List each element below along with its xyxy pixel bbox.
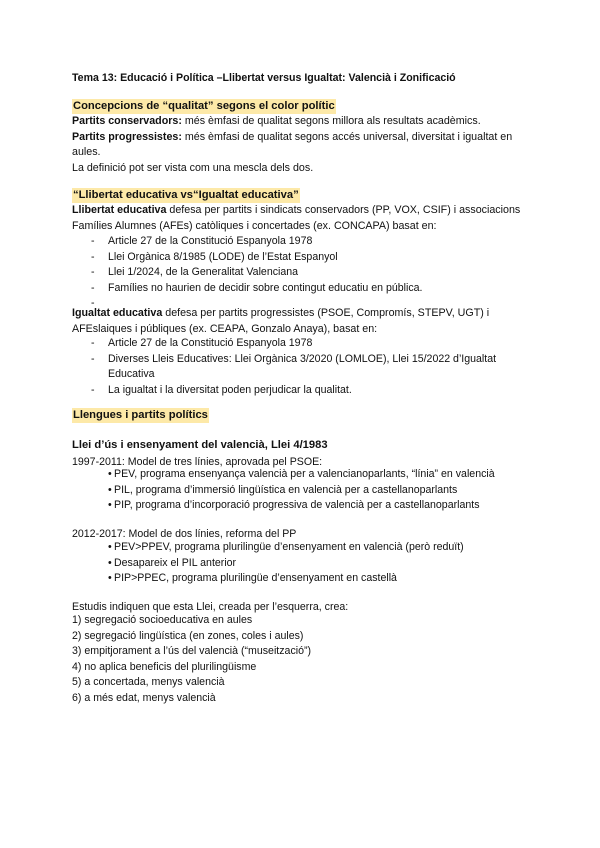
period1-list [108,467,495,514]
llibertat-label: Llibertat educativa [72,204,167,216]
igualtat-label: Igualtat educativa [72,307,163,319]
list-item: 6) a més edat, menys valencià [72,691,216,704]
list-item: - Llei 1/2024, de la Generalitat Valenciana [88,265,528,281]
list-item: 3) empitjorament a l’ús del valencià (“museització”) [72,645,312,658]
llibertat-text: defesa per partits i sindicats conservadors (PP, VOX, CSIF) i associacions Famílies Alumnes (AFEs) catòliques i concertades (ex. CONCAPA) basat en: [72,204,521,232]
progressistes-paragraph [72,130,532,161]
studies-list [72,613,311,707]
period1-intro: 1997-2011: Model de tres línies, aprovada pel PSOE: [72,456,323,468]
progressistes-text: més èmfasi de qualitat segons accés universal, diversitat i igualtat en aules. [72,130,513,159]
llibertat-paragraph [72,203,532,234]
list-item: • PEV>PPEV, programa plurilingüe d’ensenyament en valencià (però reduït) [108,540,464,556]
list-item: - Article 27 de la Constitució Espanyola 1978 [88,336,528,352]
llibertat-list [88,234,528,312]
list-item: 2) segregació lingüística (en zones, coles i aules) [72,629,304,642]
quality-definitions [72,114,532,176]
list-item: • PIP>PPEC, programa plurilingüe d’ensenyament en castellà [108,571,464,587]
igualtat-list [88,336,528,398]
list-item: 4) no aplica beneficis del plurilingüisme [72,660,257,673]
list-item: 5) a concertada, menys valencià [72,676,225,689]
conservadors-label: Partits conservadors: [72,115,182,127]
studies-intro: Estudis indiquen que esta Llei, creada per l’esquerra, crea: [72,601,349,613]
list-item: • PIL, programa d’immersió lingüística en valencià per a castellanoparlants [108,483,495,499]
list-item: - Famílies no haurien de decidir sobre contingut educatiu en pública. [88,281,528,297]
page-title: Tema 13: Educació i Política –Llibertat versus Igualtat: Valencià i Zonificació [72,72,456,84]
section-heading-quality: Concepcions de “qualitat” segons el color polític [73,100,335,112]
list-item: • PEV, programa ensenyança valencià per a valencianoparlants, “línia” en valencià [108,467,495,483]
section-heading-languages: Llengues i partits polítics [73,409,208,421]
law-subheading: Llei d’ús i ensenyament del valencià, Llei 4/1983 [72,439,328,451]
list-item: • PIP, programa d’incorporació progressiva de valencià per a castellanoparlants [108,498,495,514]
list-item: - Article 27 de la Constitució Espanyola 1978 [88,234,528,250]
igualtat-text: defesa per partits progressistes (PSOE, Compromís, STEPV, UGT) i AFEslaiques i públiques (ex. CEAPA, Gonzalo Anaya), basat en: [72,307,490,335]
conservadors-text: més èmfasi de qualitat segons millora als resultats acadèmics. [181,115,481,127]
list-item: • Desapareix el PIL anterior [108,556,464,572]
period2-list [108,540,464,587]
section-heading-freedom-equality: “Llibertat educativa vs“Igualtat educativa” [73,189,299,201]
quality-conclusion: La definició pot ser vista com una mescla dels dos. [72,161,314,174]
conservadors-paragraph [72,114,532,130]
progressistes-label: Partits progressistes: [72,130,182,143]
igualtat-paragraph [72,306,532,337]
list-item: - Diverses Lleis Educatives: Llei Orgànica 3/2020 (LOMLOE), Llei 15/2022 d’Igualtat Educativa [88,352,528,383]
list-item: 1) segregació socioeducativa en aules [72,614,253,626]
list-item: - Llei Orgànica 8/1985 (LODE) de l’Estat Espanyol [88,250,528,266]
list-item: - La igualtat i la diversitat poden perjudicar la qualitat. [88,383,528,399]
period2-intro: 2012-2017: Model de dos línies, reforma del PP [72,528,297,540]
